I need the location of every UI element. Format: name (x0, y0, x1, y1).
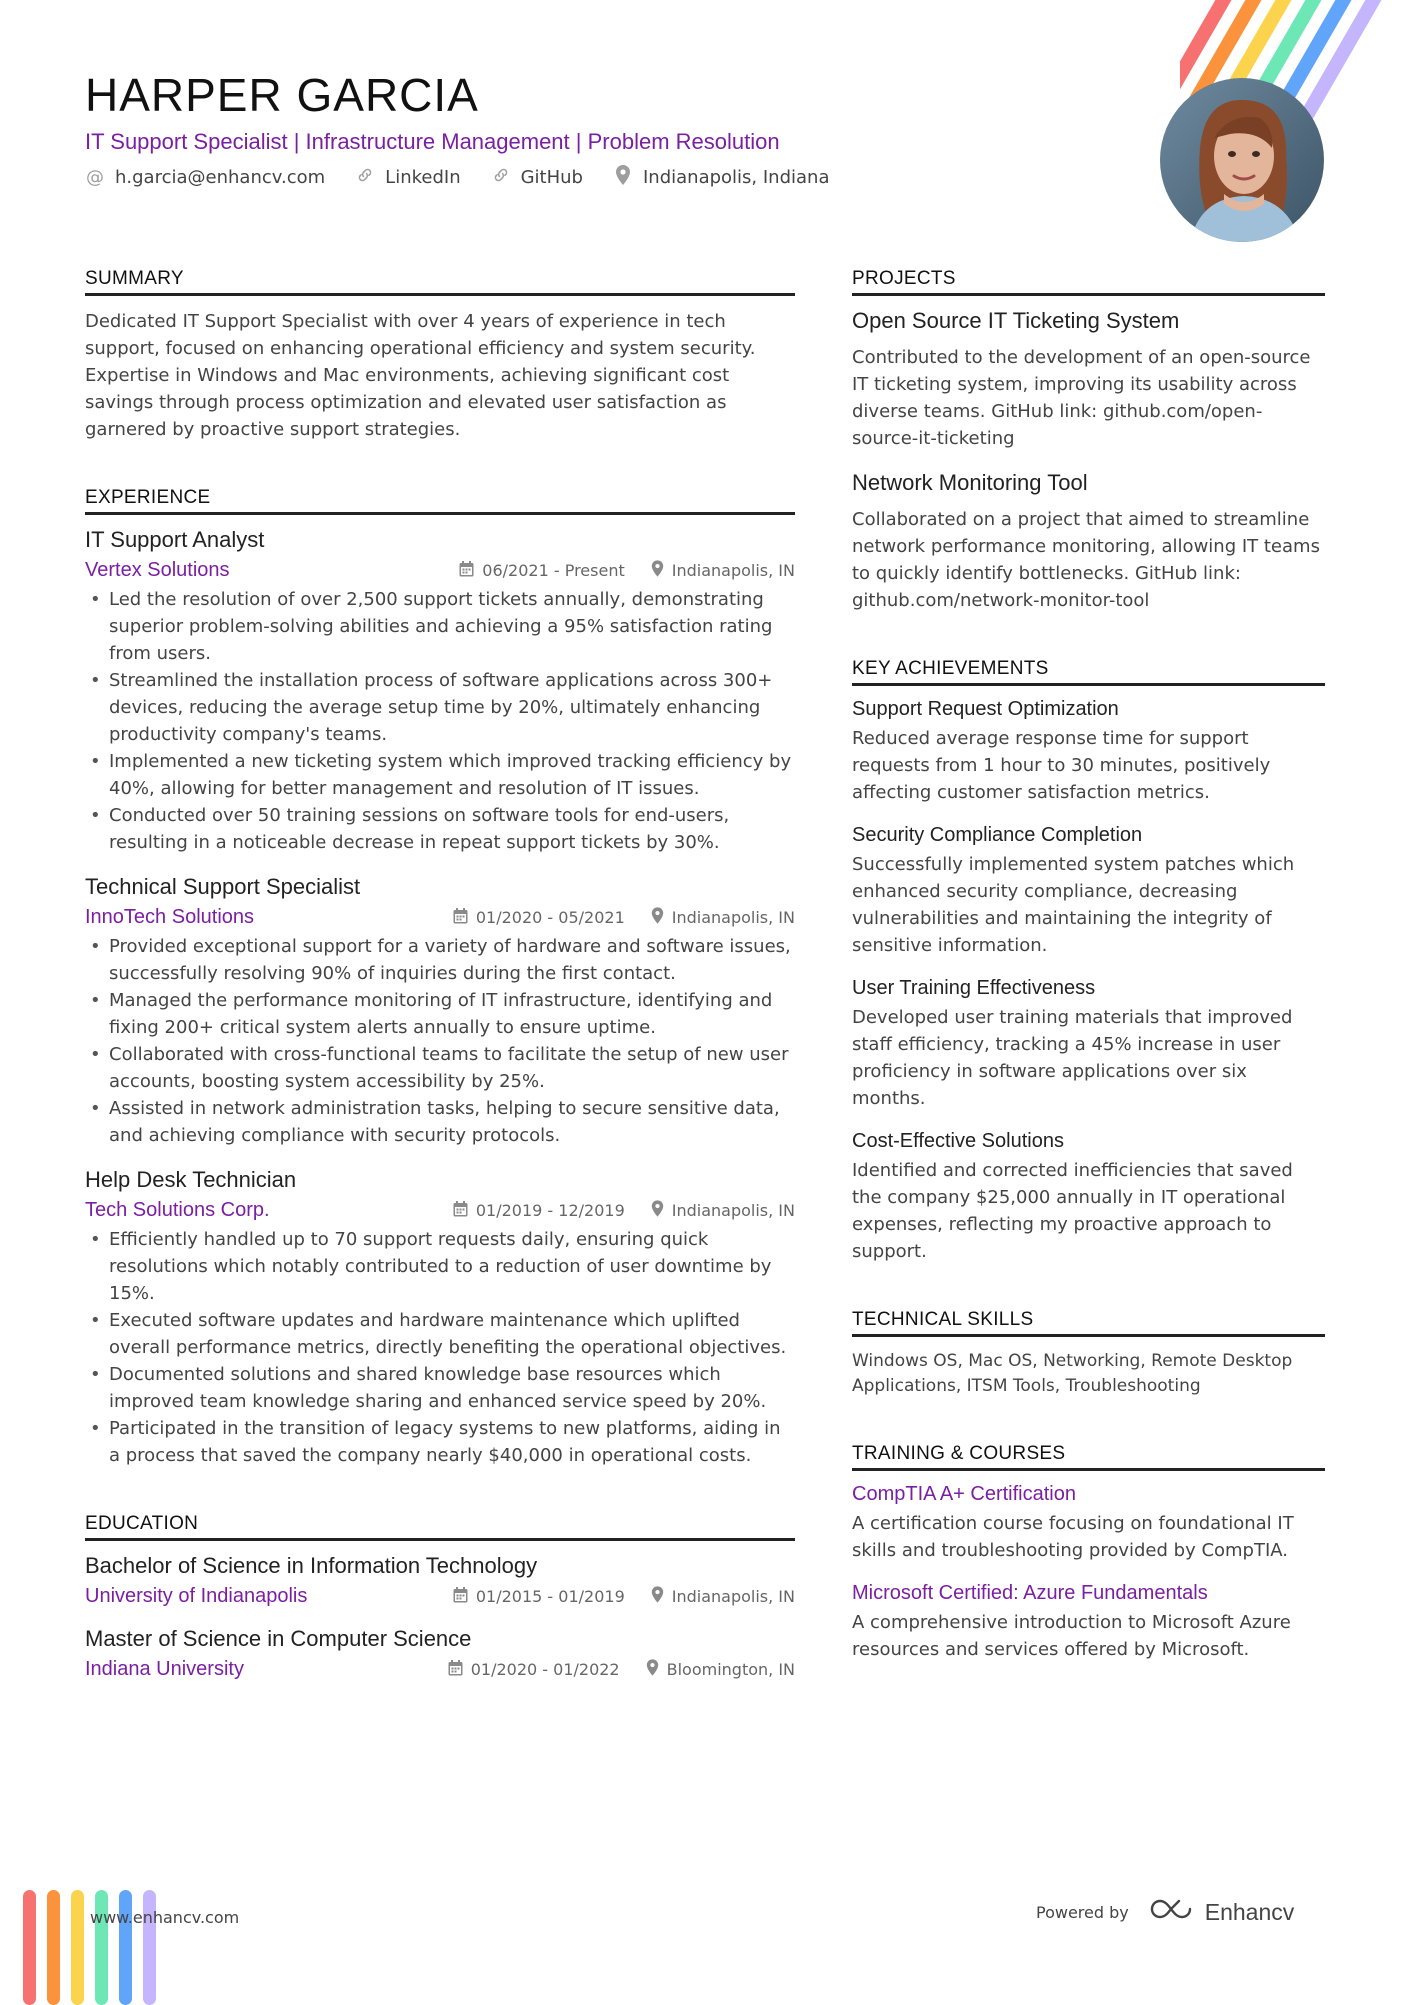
left-column (85, 268, 795, 1725)
job-bullets (85, 586, 795, 856)
footer-branding (1036, 1897, 1294, 1927)
at-icon: @ (86, 166, 104, 188)
calendar-icon (448, 1660, 463, 1680)
calendar-icon (459, 561, 474, 581)
contact-email[interactable] (85, 165, 325, 190)
list-item: • Managed the performance monitoring of IT infrastructure, identifying and fixing 200+ critical system alerts annually to ensure uptime. (85, 987, 795, 1041)
skills-list: Windows OS, Mac OS, Networking, Remote Desktop Applications, ITSM Tools, Troubleshooting (852, 1351, 1293, 1396)
education-dates: 01/2015 - 01/2019 (475, 1587, 625, 1606)
course-entry (852, 1483, 1325, 1564)
achievement-title: Cost-Effective Solutions (852, 1130, 1064, 1152)
contact-location-text: Indianapolis, Indiana (643, 166, 830, 188)
project-entry (852, 470, 1325, 614)
contact-linkedin[interactable] (355, 165, 460, 190)
experience-entry (85, 874, 795, 1149)
education-entry (85, 1626, 795, 1681)
course-title: Microsoft Certified: Azure Fundamentals (852, 1582, 1208, 1604)
achievement-description: Identified and corrected inefficiencies that saved the company $25,000 annually in IT operational expenses, reflecting my proactive approach to support. (852, 1160, 1293, 1262)
contact-location (613, 165, 830, 190)
section-title-projects: PROJECTS (852, 268, 1325, 296)
section-title-education: EDUCATION (85, 1513, 795, 1541)
skills-section (852, 1309, 1325, 1399)
achievement-title: Support Request Optimization (852, 698, 1119, 720)
achievement-description: Reduced average response time for support requests from 1 hour to 30 minutes, positively affecting customer satisfaction metrics. (852, 728, 1271, 803)
achievement-entry (852, 698, 1325, 806)
achievement-description: Developed user training materials that improved staff efficiency, tracking a 45% increase in user proficiency in software applications over six months. (852, 1007, 1293, 1109)
avatar (1160, 78, 1324, 242)
resume-header (85, 70, 1085, 190)
project-description: Collaborated on a project that aimed to streamline network performance monitoring, allowing IT teams to quickly identify bottlenecks. GitHub link: github.com/network-monitor-tool (852, 509, 1320, 611)
decorative-stripes-bottom (20, 1885, 170, 1995)
education-entry (85, 1553, 795, 1608)
enhancv-logo-icon (1149, 1897, 1195, 1927)
project-entry (852, 308, 1325, 452)
section-title-skills: TECHNICAL SKILLS (852, 1309, 1325, 1337)
achievement-entry (852, 1130, 1325, 1265)
job-dates: 01/2020 - 05/2021 (475, 908, 625, 927)
list-item: • Assisted in network administration tasks, helping to secure sensitive data, and achieving compliance with security protocols. (85, 1095, 795, 1149)
location-pin-icon (646, 1659, 659, 1680)
education-location: Indianapolis, IN (671, 1587, 795, 1606)
job-meta-row (85, 906, 795, 929)
contact-list (85, 165, 1085, 190)
section-title-summary: SUMMARY (85, 268, 795, 296)
contact-linkedin-text: LinkedIn (385, 166, 461, 188)
achievement-title: Security Compliance Completion (852, 824, 1143, 846)
job-dates: 06/2021 - Present (482, 561, 625, 580)
list-item: • Provided exceptional support for a variety of hardware and software issues, successfully resolving 90% of inquiries during the first contact. (85, 933, 795, 987)
list-item: • Efficiently handled up to 70 support requests daily, ensuring quick resolutions which notably contributed to a reduction of user downtime by 15%. (85, 1226, 795, 1307)
section-title-training: TRAINING & COURSES (852, 1443, 1325, 1471)
project-title: Network Monitoring Tool (852, 470, 1088, 495)
job-title: IT Support Analyst (85, 527, 265, 552)
experience-section (85, 487, 795, 1469)
location-pin-icon (613, 165, 633, 190)
link-icon (491, 166, 511, 189)
calendar-icon (453, 908, 468, 928)
powered-by-label: Powered by (1036, 1902, 1129, 1922)
school-name: Indiana University (85, 1658, 244, 1680)
location-pin-icon (651, 907, 664, 928)
degree-title: Master of Science in Computer Science (85, 1626, 472, 1651)
contact-email-text: h.garcia@enhancv.com (115, 166, 326, 188)
list-item: • Collaborated with cross-functional teams to facilitate the setup of new user accounts, boosting system accessibility by 25%. (85, 1041, 795, 1095)
section-title-achievements: KEY ACHIEVEMENTS (852, 658, 1325, 686)
list-item: • Participated in the transition of legacy systems to new platforms, aiding in a process that saved the company nearly $40,000 in operational costs. (85, 1415, 795, 1469)
list-item: • Documented solutions and shared knowledge base resources which improved team knowledge sharing and enhanced service speed by 20%. (85, 1361, 795, 1415)
course-description: A certification course focusing on foundational IT skills and troubleshooting provided by CompTIA. (852, 1513, 1294, 1561)
job-location: Indianapolis, IN (671, 561, 795, 580)
calendar-icon (453, 1201, 468, 1221)
degree-title: Bachelor of Science in Information Technology (85, 1553, 538, 1578)
section-title-experience: EXPERIENCE (85, 487, 795, 515)
location-pin-icon (651, 1586, 664, 1607)
list-item: • Conducted over 50 training sessions on software tools for end-users, resulting in a noticeable decrease in repeat support tickets by 30%. (85, 802, 795, 856)
training-section (852, 1443, 1325, 1663)
job-dates: 01/2019 - 12/2019 (475, 1201, 625, 1220)
company-name: InnoTech Solutions (85, 906, 255, 928)
education-section (85, 1513, 795, 1681)
brand-logo[interactable] (1149, 1897, 1295, 1927)
location-pin-icon (651, 560, 664, 581)
achievement-title: User Training Effectiveness (852, 977, 1096, 999)
achievement-description: Successfully implemented system patches which enhanced security compliance, decreasing vulnerabilities and maintaining the integrity of sensitive information. (852, 854, 1295, 956)
projects-section (852, 268, 1325, 614)
school-name: University of Indianapolis (85, 1585, 308, 1607)
candidate-name: HARPER GARCIA (85, 69, 479, 121)
job-bullets (85, 933, 795, 1149)
project-title: Open Source IT Ticketing System (852, 308, 1180, 333)
link-icon (355, 166, 375, 189)
course-entry (852, 1582, 1325, 1663)
education-dates: 01/2020 - 01/2022 (470, 1660, 620, 1679)
experience-entry (85, 527, 795, 856)
achievement-entry (852, 977, 1325, 1112)
right-column (852, 268, 1325, 1707)
course-description: A comprehensive introduction to Microsoft Azure resources and services offered by Microsoft. (852, 1612, 1291, 1660)
achievement-entry (852, 824, 1325, 959)
job-meta-row (85, 559, 795, 582)
job-meta-row (85, 1199, 795, 1222)
contact-github[interactable] (491, 165, 583, 190)
summary-text: Dedicated IT Support Specialist with over 4 years of experience in tech support, focused on enhancing operational efficiency and system security. Expertise in Windows and Mac environments, achieving significant cost savings through process optimization and elevated user satisfaction as garnered by proactive support strategies. (85, 311, 756, 440)
contact-github-text: GitHub (520, 166, 583, 188)
experience-entry (85, 1167, 795, 1469)
summary-section (85, 268, 795, 443)
list-item: • Led the resolution of over 2,500 support tickets annually, demonstrating superior problem-solving abilities and achieving a 95% satisfaction rating from users. (85, 586, 795, 667)
job-title: Help Desk Technician (85, 1167, 297, 1192)
job-location: Indianapolis, IN (671, 1201, 795, 1220)
education-location: Bloomington, IN (666, 1660, 795, 1679)
brand-name: Enhancv (1204, 1898, 1295, 1925)
footer-website[interactable]: www.enhancv.com (90, 1908, 240, 1927)
job-title: Technical Support Specialist (85, 874, 361, 899)
location-pin-icon (651, 1200, 664, 1221)
calendar-icon (453, 1587, 468, 1607)
candidate-headline: IT Support Specialist | Infrastructure Management | Problem Resolution (85, 128, 780, 154)
list-item: • Executed software updates and hardware maintenance which uplifted overall performance metrics, directly benefiting the operational objectives. (85, 1307, 795, 1361)
job-bullets (85, 1226, 795, 1469)
project-description: Contributed to the development of an open-source IT ticketing system, improving its usability across diverse teams. GitHub link: github.com/open-source-it-ticketing (852, 347, 1311, 449)
course-title: CompTIA A+ Certification (852, 1483, 1076, 1505)
company-name: Vertex Solutions (85, 559, 230, 581)
achievements-section (852, 658, 1325, 1265)
list-item: • Streamlined the installation process of software applications across 300+ devices, reducing the average setup time by 20%, ultimately enhancing productivity company's teams. (85, 667, 795, 748)
job-location: Indianapolis, IN (671, 908, 795, 927)
company-name: Tech Solutions Corp. (85, 1199, 270, 1221)
list-item: • Implemented a new ticketing system which improved tracking efficiency by 40%, allowing for better management and resolution of IT issues. (85, 748, 795, 802)
